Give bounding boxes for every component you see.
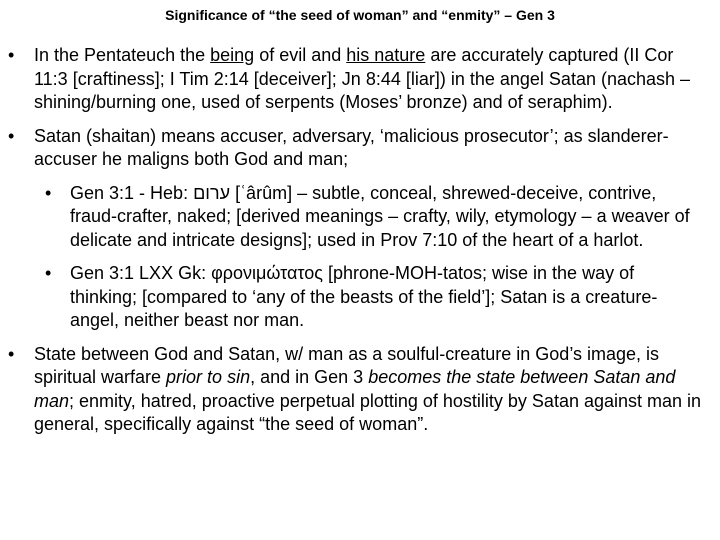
italic-phrase-state-between: becomes the state between Satan and man <box>34 367 676 411</box>
bullet-marker: • <box>45 263 52 283</box>
bullet-text-part: ; enmity, hatred, proactive perpetual plotting of hostility by Satan against man in general, specifically against “the seed of woman”. <box>34 390 702 434</box>
underlined-term-his-nature: his nature <box>346 45 426 65</box>
bullet-marker: • <box>45 182 52 203</box>
bullet-text-part: State between God and Satan, w/ man as a soulful-creature in God’s image, is spiritual warfare <box>34 343 660 387</box>
sub-bullet-hebrew <box>0 182 720 253</box>
sub-bullet-text: Gen 3:1 LXX Gk: φρονιμώτατος [phrone-MOH-tatos; wise in the way of thinking; [compared to ‘any of the beasts of the field’]; Satan is a creature-angel, neither beast nor man. <box>70 263 658 330</box>
bullet-item-satan-accuser <box>0 125 720 172</box>
underlined-term-being: being <box>210 45 255 65</box>
italic-phrase-prior-to-sin: prior to sin <box>166 367 251 387</box>
sub-bullet-greek <box>0 262 720 333</box>
bullet-list <box>0 44 720 447</box>
bullet-marker: • <box>8 343 15 364</box>
bullet-text-part: , and in Gen 3 <box>250 367 369 387</box>
sub-bullet-text: Gen 3:1 - Heb: ערום [ʿârûm] – subtle, conceal, shrewed-deceive, contrive, fraud-crafter, naked; [derived meanings – crafty, wily, etymology – a weaver of delicate and intricate designs]; used in Prov 7:10 of the heart of a harlot. <box>70 182 690 250</box>
bullet-item-enmity <box>0 343 720 437</box>
bullet-text: Satan (shaitan) means accuser, adversary, ‘malicious prosecutor’; as slanderer-accuser he maligns both God and man; <box>34 125 669 169</box>
slide-title: Significance of “the seed of woman” and “enmity” – Gen 3 <box>165 7 555 23</box>
bullet-text-part: are accurately captured (II Cor 11:3 [craftiness]; I Tim 2:14 [deceiver]; Jn 8:44 [liar]) in the angel Satan (nachash – shining/burning one, used of serpents (Moses’ bronze) and of seraphim). <box>34 45 691 112</box>
bullet-item-pentateuch <box>0 44 720 115</box>
bullet-marker: • <box>8 45 15 65</box>
bullet-text-part: In the Pentateuch the <box>34 45 211 65</box>
bullet-marker: • <box>8 125 15 146</box>
bullet-text-part: of evil and <box>254 45 347 65</box>
